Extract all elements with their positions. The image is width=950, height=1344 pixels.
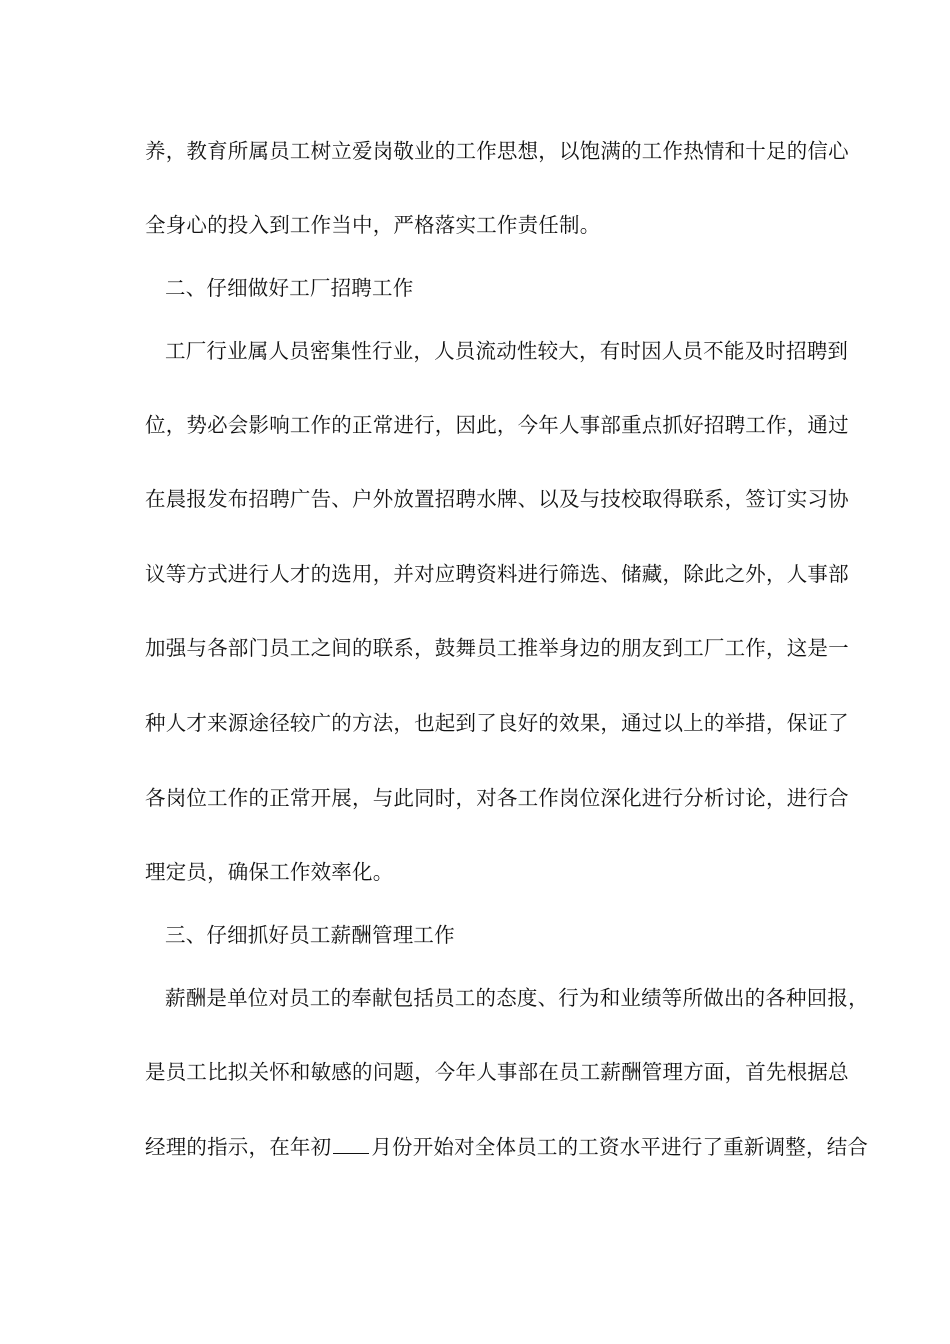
- paragraph-line: 工厂行业属人员密集性行业，人员流动性较大，有时因人员不能及时招聘到: [165, 339, 849, 363]
- line-text-before-blank: 经理的指示，在年初: [145, 1135, 332, 1159]
- paragraph-line: 位，势必会影响工作的正常进行，因此，今年人事部重点抓好招聘工作，通过: [145, 413, 849, 437]
- section-heading: 三、仔细抓好员工薪酬管理工作: [165, 923, 455, 947]
- line-text-after-blank: 月份开始对全体员工的工资水平进行了重新调整，结合: [371, 1135, 869, 1159]
- paragraph-line: 理定员，确保工作效率化。: [145, 860, 394, 884]
- paragraph-line: 加强与各部门员工之间的联系，鼓舞员工推举身边的朋友到工厂工作，这是一: [145, 636, 849, 660]
- section-heading: 二、仔细做好工厂招聘工作: [165, 276, 414, 300]
- paragraph-line: 全身心的投入到工作当中，严格落实工作责任制。: [145, 213, 601, 237]
- paragraph-line: 养，教育所属员工树立爱岗敬业的工作思想，以饱满的工作热情和十足的信心: [145, 139, 849, 163]
- paragraph-line: 薪酬是单位对员工的奉献包括员工的态度、行为和业绩等所做出的各种回报，: [165, 986, 869, 1010]
- paragraph-line: 议等方式进行人才的选用，并对应聘资料进行筛选、储藏，除此之外，人事部: [145, 562, 849, 586]
- paragraph-line: 各岗位工作的正常开展，与此同时，对各工作岗位深化进行分析讨论，进行合: [145, 786, 849, 810]
- paragraph-line: 种人才来源途径较广的方法，也起到了良好的效果，通过以上的举措，保证了: [145, 711, 849, 735]
- fill-in-blank: [333, 1135, 369, 1154]
- paragraph-line: 在晨报发布招聘广告、户外放置招聘水牌、以及与技校取得联系，签订实习协: [145, 487, 849, 511]
- paragraph-line: [145, 1132, 869, 1162]
- paragraph-line: 是员工比拟关怀和敏感的问题，今年人事部在员工薪酬管理方面，首先根据总: [145, 1060, 849, 1084]
